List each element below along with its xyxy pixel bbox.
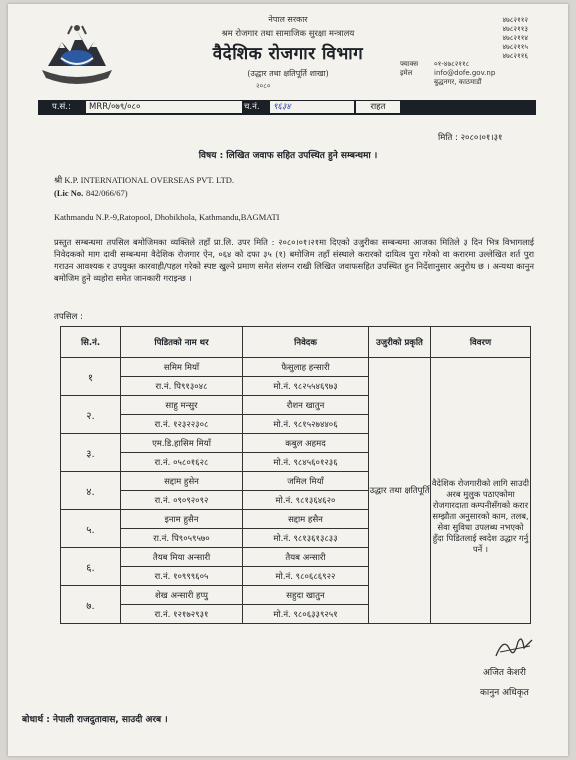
phone-number: ४७८२११६ — [502, 52, 528, 60]
letterhead-title — [158, 14, 418, 79]
ps-value: MRR/०७९/०८० — [86, 101, 242, 113]
letter-body: प्रस्तुत सम्बन्धमा तपसिल बमोजिमका व्यक्तिले तहाँ प्रा.लि. उपर मिति : २०८०।०१।२१मा दिएको उजुरीका सम्बन्धमा आजका मितिले ३ दिन भित्र विभागलाई निवेदकको माग दावी सम्बन्धमा वैदेशिक रोजगार ऐन, ०६४ को दफा ३५ (१) बमोजिम तहाँ संस्थाले करारको दायित्व पुरा गरेको वा करारमा उल्लेखित शर्त पुरा गराउन आवश्यक र उपयुक्त कारवाही/पहल गरेको स्पष्ट खुल्ने प्रमाण समेत संलग्न राखी लिखित जवाफसहित उपस्थित हुन निर्देशानुसार अनुरोध छ । अन्यथा कानुन बमोजिम हुने व्यहोरा समेत जानकारी गराइन्छ । — [54, 237, 534, 283]
cn-label: च.नं. — [244, 102, 260, 112]
date-value: २०८०।०१।३१ — [460, 133, 503, 143]
applicant-phone: मो.नं. ९८०६३३९२५१ — [243, 605, 369, 624]
applicant-name: सद्दाम हसैन — [243, 510, 369, 529]
header-sn: सि.नं. — [61, 327, 121, 358]
applicant-name: सहुदा खातुन — [243, 586, 369, 605]
addressee-name: श्री K.P. INTERNATIONAL OVERSEAS PVT. LTD. — [54, 175, 235, 185]
applicant-name: जमिल मियाँ — [243, 472, 369, 491]
cc-line: बोधार्थ : नेपाली राजदुतावास, साउदी अरब । — [22, 715, 168, 725]
applicant-name: कबुल अहमद — [243, 434, 369, 453]
subject-line: विषय : लिखित जवाफ सहित उपस्थित हुने सम्बन्धमा । — [198, 151, 378, 161]
table-lead: तपसिल : — [54, 312, 83, 322]
victim-name: सद्दाम हुसेन — [121, 472, 243, 491]
license-label: (Lic No. — [54, 188, 84, 198]
victim-id: रा.नं. पि९०५९५७० — [121, 529, 243, 548]
victim-id: रा.नं. १२१७२९३१ — [121, 605, 243, 624]
phone-number: ४७८२११३ — [502, 25, 528, 33]
ps-label: प.सं.: — [52, 102, 71, 112]
header-detail: विवरण — [431, 327, 531, 358]
cn-value: ९६३४ — [270, 101, 354, 113]
reference-bar — [38, 100, 536, 115]
applicant-phone: मो.नं. ९८१३६४६२० — [243, 491, 369, 510]
table-header-row — [61, 327, 531, 358]
applicant-name: रौशन खातुन — [243, 396, 369, 415]
phone-number: ४७८२११२ — [502, 16, 528, 24]
table-body — [61, 358, 531, 624]
header-nature: उजुरीको प्रकृति — [369, 327, 431, 358]
phone-number: ४७८२११५ — [502, 43, 528, 51]
government-name: नेपाल सरकार — [268, 15, 308, 24]
phone-list — [503, 16, 528, 61]
stamp-year: २०८० — [256, 82, 271, 90]
office-location: बुद्धनगर, काठमाडौं — [434, 78, 482, 86]
victim-name: शेख अन्सारी हप्पु — [121, 586, 243, 605]
letter-date — [438, 132, 502, 143]
contact-block — [400, 60, 495, 87]
ministry-name: श्रम रोजगार तथा सामाजिक सुरक्षा मन्त्रालय — [221, 29, 355, 39]
signer-name: अजित केशरी — [482, 668, 526, 678]
victim-id: रा.नं. १०९९९६०५ — [121, 567, 243, 586]
row-sn: २. — [61, 396, 121, 434]
row-sn: ७. — [61, 586, 121, 624]
victim-id: रा.नं. ०९०९२०९२ — [121, 491, 243, 510]
addressee-block — [54, 174, 234, 201]
date-label: मिति : — [438, 133, 458, 143]
addressee-address: Kathmandu N.P.-9,Ratopool, Dhobikhola, Kathmandu,BAGMATI — [54, 212, 280, 222]
row-sn: ३. — [61, 434, 121, 472]
department-name: वैदेशिक रोजगार विभाग — [212, 44, 364, 64]
complaint-nature: उद्धार तथा क्षतिपूर्ति — [369, 358, 431, 624]
victim-name: समिम मियाँ — [121, 358, 243, 377]
complaint-table — [60, 326, 531, 624]
applicant-phone: मो.नं. ९८४५६०१२३६ — [243, 453, 369, 472]
fax-label: फ्याक्स — [400, 60, 419, 68]
signer-position: कानुन अधिकृत — [480, 688, 529, 698]
applicant-phone: मो.नं. ९८२५५४६९७३ — [243, 377, 369, 396]
row-sn: ५. — [61, 510, 121, 548]
applicant-name: फैसुलाह हन्सारी — [243, 358, 369, 377]
ref-right-label: राहत — [356, 101, 400, 113]
victim-name: एम.डि.हासिम मियाँ — [121, 434, 243, 453]
signer-block — [480, 664, 529, 702]
victim-id: रा.नं. १२३२२३०८ — [121, 415, 243, 434]
license-number: 842/066/67) — [85, 188, 128, 198]
nepal-emblem-icon — [38, 20, 116, 86]
row-sn: ४. — [61, 472, 121, 510]
section-name: (उद्धार तथा क्षतिपूर्ति शाखा) — [247, 69, 329, 78]
email-address[interactable]: info@dofe.gov.np — [434, 69, 496, 77]
fax-number: ०१-४७८२११८ — [434, 60, 470, 68]
phone-number: ४७८२११४ — [502, 34, 528, 42]
table-row — [61, 358, 531, 377]
applicant-phone: मो.नं. ९८१५२७४४०६ — [243, 415, 369, 434]
letter-page — [8, 4, 568, 756]
victim-id: रा.नं. पि९१३०४८ — [121, 377, 243, 396]
victim-id: रा.नं. ०५८०१६२८ — [121, 453, 243, 472]
header-victim: पिडितको नाम थर — [121, 327, 243, 358]
header-applicant: निवेदक — [243, 327, 369, 358]
signature-icon — [494, 632, 534, 662]
victim-name: इनाम हुसैन — [121, 510, 243, 529]
victim-name: तैयब मिया अन्सारी — [121, 548, 243, 567]
row-sn: ६. — [61, 548, 121, 586]
applicant-name: तैयब अन्सारी — [243, 548, 369, 567]
complaint-detail: वैदेशिक रोजगारीको लागि साउदी अरब मुलुक पठाएकोमा रोजगारदाता कम्पनीसँगको करार सम्झौता अनुसारको काम, तलब, सेवा सुविधा उपलब्ध नभएको हुँदा पिडितलाई स्वदेश उद्धार गर्नु पर्ने । — [431, 358, 531, 624]
applicant-phone: मो.नं. ९८१३६१३८३३ — [243, 529, 369, 548]
applicant-phone: मो.नं. ९८०६८६९२२ — [243, 567, 369, 586]
email-label: इमेल — [400, 69, 413, 77]
victim-name: साहु मन्सुर — [121, 396, 243, 415]
row-sn: १ — [61, 358, 121, 396]
